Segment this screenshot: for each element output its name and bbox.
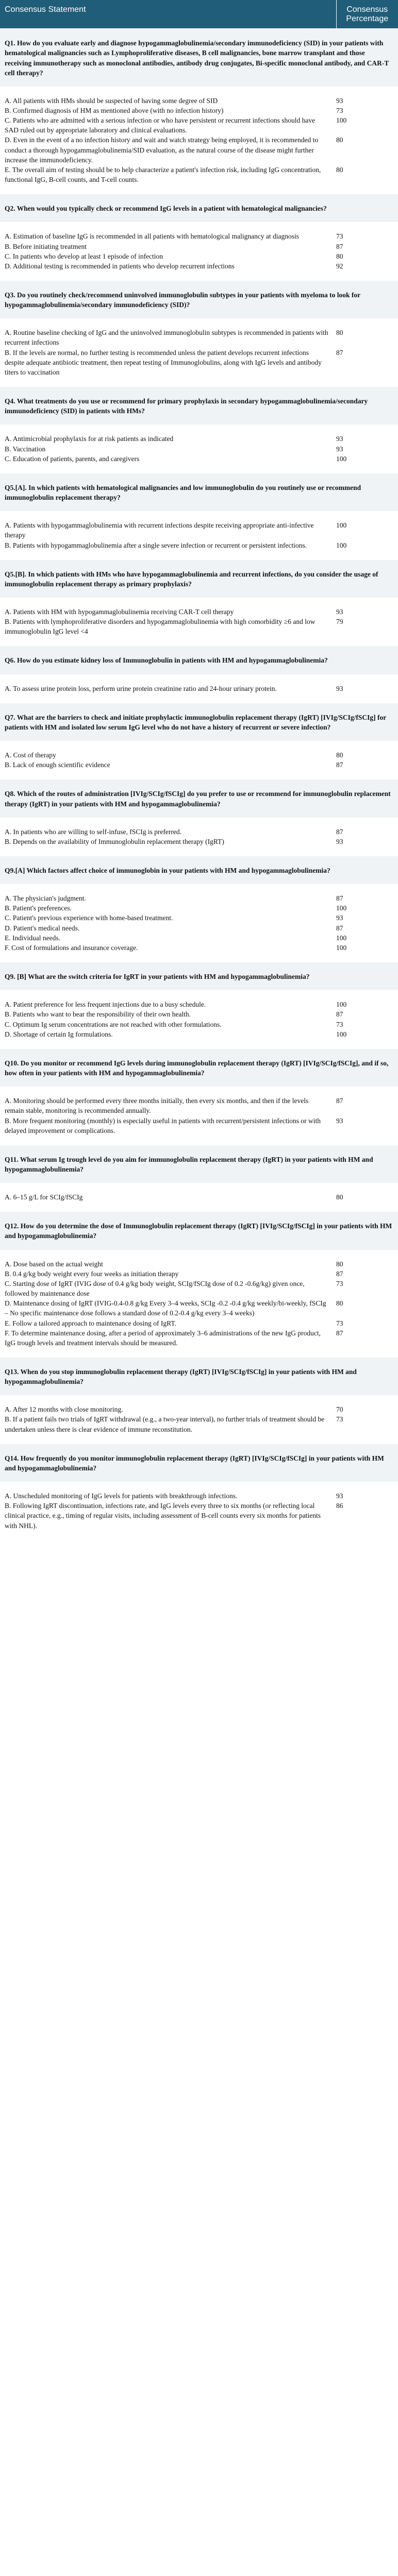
question-row (0, 703, 398, 741)
answer-percentages (336, 87, 398, 194)
question-row (0, 1444, 398, 1482)
option-text: F. To determine maintenance dosing, after a period of approximately 3–6 administrations of the new IgG product, IgG trough levels and treatment intervals should be measured. (5, 1329, 321, 1347)
consensus-percentage: 80 (336, 136, 343, 144)
option-text: B. If the levels are normal, no further testing is recommended unless the patient develops recurrent infections despite adequate antibiotic treatment, then repeat testing of Immunoglobulins, along with IgG levels and antibody titers to vaccination (5, 348, 322, 376)
question-row (0, 1145, 398, 1183)
question-text: Q11. What serum Ig trough level do you aim for immunoglobulin replacement therapy (IgRT) in your patients with HM and hypogammaglobulinemia? (0, 1145, 398, 1183)
consensus-percentage: 92 (336, 262, 343, 270)
answer-percentages (336, 674, 398, 703)
answer-row (0, 1395, 398, 1444)
answer-percentages (336, 741, 398, 779)
question-row (0, 962, 398, 991)
answer-percentages (336, 884, 398, 962)
consensus-percentage: 73 (336, 106, 343, 114)
consensus-percentage: 80 (336, 252, 343, 260)
answer-percentages (336, 1482, 398, 1540)
question-text: Q4. What treatments do you use or recommend for primary prophylaxis in secondary hypogammaglobulinemia/secondary immunodeficiency (SID) in patients with HMs? (0, 387, 398, 425)
question-row (0, 856, 398, 885)
answer-percentages (336, 1250, 398, 1358)
option-text: A. Dose based on the actual weight (5, 1260, 103, 1268)
option-text: A. Monitoring should be performed every three months initially, then every six months, and then if the levels remain stable, monitoring is recommended annually. (5, 1097, 309, 1115)
consensus-percentage: 73 (336, 1319, 343, 1327)
option-text: A. The physician's judgment. (5, 894, 86, 903)
answer-row (0, 425, 398, 473)
option-text: A. To assess urine protein loss, perform urine protein creatinine ratio and 24-hour urinary protein. (5, 684, 277, 692)
consensus-percentage: 93 (336, 914, 343, 922)
consensus-percentage: 80 (336, 1299, 343, 1308)
question-text: Q3. Do you routinely check/recommend uninvolved immunoglobulin subtypes in your patients with myeloma to look for hypogammaglobulinemia/secondary immunodeficiency (SID)? (0, 281, 398, 319)
answer-row (0, 1250, 398, 1358)
answer-percentages (336, 1087, 398, 1145)
consensus-percentage: 87 (336, 1010, 343, 1019)
consensus-percentage: 87 (336, 761, 343, 769)
question-text: Q2. When would you typically check or recommend IgG levels in a patient with hematological malignancies? (0, 194, 398, 223)
consensus-percentage: 100 (336, 934, 347, 942)
question-row (0, 1048, 398, 1087)
answer-options (0, 674, 336, 703)
option-text: B. Patients with lymphoproliferative disorders and hypogammaglobulinemia with high comorbidity ≥6 and low immunoglobulin IgG level <4 (5, 618, 316, 636)
answer-options (0, 1482, 336, 1540)
option-text: A. Estimation of baseline IgG is recommended in all patients with hematological malignancy at diagnosis (5, 232, 299, 241)
option-text: E. Follow a tailored approach to maintenance dosing of IgRT. (5, 1319, 176, 1327)
option-text: D. Shortage of certain Ig formulations. (5, 1030, 113, 1038)
answer-options (0, 1087, 336, 1145)
question-text: Q9.[A] Which factors affect choice of immunoglobin in your patients with HM and hypogammaglobulinemia? (0, 856, 398, 885)
option-text: C. Patient's previous experience with home-based treatment. (5, 914, 173, 922)
consensus-percentage: 80 (336, 751, 343, 759)
option-text: A. Antimicrobial prophylaxis for at risk patients as indicated (5, 435, 174, 443)
answer-row (0, 818, 398, 856)
consensus-percentage: 87 (336, 827, 343, 836)
option-text: B. Following IgRT discontinuation, infections rate, and IgG levels every three to six months (or reflecting local clinical practice, e.g., timing of regular visits, including assessment of B-cell counts every six months for patients with NHL). (5, 1502, 321, 1530)
consensus-percentage: 100 (336, 904, 347, 912)
answer-percentages (336, 598, 398, 646)
consensus-percentage: 100 (336, 541, 347, 549)
option-text: B. More frequent monitoring (monthly) is especially useful in patients with recurrent/persistent infections or with delayed improvement or complications. (5, 1116, 321, 1134)
question-text: Q7. What are the barriers to check and initiate prophylactic immunoglobulin replacement therapy (IgRT) [IVIg/SCIg/fSCIg] for patients with HM and isolated low serum IgG level who do not have a history of recurrent or severe infection? (0, 703, 398, 741)
option-text: B. 0.4 g/kg body weight every four weeks as initiation therapy (5, 1269, 179, 1278)
question-row (0, 194, 398, 223)
consensus-percentage: 80 (336, 165, 343, 174)
option-text: A. Cost of therapy (5, 751, 56, 759)
question-text: Q12. How do you determine the dose of Immunoglobulin replacement therapy (IgRT) [IVIg/SCIg/fSCIg] in your patients with HM and hypogammaglobulinemia? (0, 1212, 398, 1250)
option-text: B. Patients with hypogammaglobulinemia after a single severe infection or recurrent or persistent infections. (5, 541, 307, 549)
answer-row (0, 1183, 398, 1212)
consensus-percentage: 100 (336, 521, 347, 530)
option-text: D. Patient's medical needs. (5, 924, 80, 932)
answer-options (0, 598, 336, 646)
answer-options (0, 741, 336, 779)
answer-row (0, 318, 398, 386)
consensus-percentage: 93 (336, 1116, 343, 1125)
consensus-percentage: 79 (336, 618, 343, 626)
question-row (0, 779, 398, 818)
consensus-percentage: 87 (336, 242, 343, 250)
option-text: B. Depends on the availability of Immunoglobulin replacement therapy (IgRT) (5, 837, 224, 845)
option-text: B. Patients who want to bear the responsibility of their own health. (5, 1010, 191, 1019)
answer-row (0, 674, 398, 703)
answer-options (0, 1250, 336, 1358)
option-text: D. Maintenance dosing of IgRT (IVIG-0.4-0.8 g/kg Every 3–4 weeks, SCIg -0.2 -0.4 g/kg weekly/bi-weekly, fSCIg – No specific maintenance dose follows a standard dose of 0.2-0.4 g/kg every 3–4 weeks) (5, 1299, 326, 1317)
option-text: B. Patient's preferences. (5, 904, 72, 912)
option-text: B. Confirmed diagnosis of HM as mentioned above (with no infection history) (5, 106, 224, 114)
option-text: B. Lack of enough scientific evidence (5, 761, 110, 769)
question-row (0, 1358, 398, 1396)
consensus-percentage: 100 (336, 1030, 347, 1038)
option-text: A. Routine baseline checking of IgG and the uninvolved immunoglobulin subtypes is recommended in patients with recurrent infections (5, 329, 328, 347)
question-text: Q1. How do you evaluate early and diagnose hypogammaglobulinemia/secondary immunodeficiency (SID) in your patients with hematological malignancies such as Lymphoproliferative diseases, B cell malignancies, bone marrow transplant and those receiving immunotherapy such as monoclonal antibodies, antibody drug conjugates, Bi-specific monoclonal antibody, and CAR-T cell therapy? (0, 29, 398, 87)
answer-options (0, 1183, 336, 1212)
option-text: B. If a patient fails two trials of IgRT withdrawal (e.g., a two-year interval), no further trials of treatment should be undertaken unless there is clear evidence of immune reconstitution. (5, 1415, 325, 1433)
consensus-percentage: 70 (336, 1405, 343, 1414)
consensus-percentage: 73 (336, 1415, 343, 1423)
option-text: A. After 12 months with close monitoring. (5, 1405, 123, 1414)
consensus-percentage: 93 (336, 435, 343, 443)
question-row (0, 473, 398, 511)
consensus-percentage: 100 (336, 116, 347, 125)
consensus-statement-header: Consensus Statement (0, 0, 336, 29)
question-text: Q8. Which of the routes of administration [IVIg/SCIg/fSCIg] do you prefer to use or recommend for immunoglobulin replacement therapy (IgRT) in your patients with HM and hypogammaglobulinemia? (0, 779, 398, 818)
option-text: A. Patients with HM with hypogammaglobulinemia receiving CAR-T cell therapy (5, 607, 234, 616)
answer-options (0, 884, 336, 962)
question-text: Q9. [B] What are the switch criteria for IgRT in your patients with HM and hypogammaglobulinemia? (0, 962, 398, 991)
consensus-percentage: 87 (336, 1329, 343, 1337)
option-text: E. The overall aim of testing should be to help characterize a patient's infection risk, including IgG concentration, functional IgG, B-cell counts, and T-cell counts. (5, 165, 321, 184)
answer-options (0, 425, 336, 473)
option-text: A. All patients with HMs should be suspected of having some degree of SID (5, 96, 218, 105)
consensus-percentage: 73 (336, 232, 343, 241)
answer-options (0, 1395, 336, 1444)
answer-row (0, 598, 398, 646)
option-text: C. Optimum Ig serum concentrations are not reached with other formulations. (5, 1020, 222, 1028)
consensus-percentage: 93 (336, 445, 343, 453)
consensus-percentage: 87 (336, 924, 343, 932)
answer-row (0, 222, 398, 280)
question-row (0, 646, 398, 674)
answer-percentages (336, 425, 398, 473)
consensus-percentage: 73 (336, 1020, 343, 1028)
answer-percentages (336, 511, 398, 560)
consensus-percentage: 93 (336, 96, 343, 105)
answer-percentages (336, 222, 398, 280)
answer-percentages (336, 990, 398, 1048)
consensus-percentage: 87 (336, 1097, 343, 1105)
consensus-percentage: 80 (336, 329, 343, 337)
answer-options (0, 318, 336, 386)
answer-row (0, 990, 398, 1048)
consensus-percentage: 80 (336, 1260, 343, 1268)
question-row (0, 29, 398, 87)
answer-options (0, 222, 336, 280)
consensus-percentage: 93 (336, 1492, 343, 1500)
answer-row (0, 884, 398, 962)
option-text: D. Even in the event of a no infection history and wait and watch strategy being employed, it is recommended to conduct a thorough hypogammaglobulinemia/SID evaluation, as the natural course of the disease might further increase the immunodeficiency. (5, 136, 319, 164)
consensus-percentage: 73 (336, 1279, 343, 1287)
consensus-percentage: 93 (336, 684, 343, 692)
option-text: E. Individual needs. (5, 934, 60, 942)
question-text: Q14. How frequently do you monitor immunoglobulin replacement therapy (IgRT) [IVIg/SCIg/fSCIg] in your patients with HM and hypogammaglobulinemia? (0, 1444, 398, 1482)
consensus-percentage: 87 (336, 348, 343, 357)
option-text: A. Patient preference for less frequent injections due to a busy schedule. (5, 1001, 206, 1009)
option-text: A. 6–15 g/L for SCIg/fSCIg (5, 1193, 83, 1201)
question-text: Q5.[B]. In which patients with HMs who have hypogammaglobulinemia and recurrent infections, do you consider the usage of immunoglobulin replacement therapy as primary prophylaxis? (0, 560, 398, 598)
answer-options (0, 990, 336, 1048)
option-text: B. Vaccination (5, 445, 46, 453)
option-text: A. Patients with hypogammaglobulinemia with recurrent infections despite receiving appropriate anti-infective therapy (5, 521, 314, 539)
consensus-percentage: 87 (336, 1269, 343, 1278)
option-text: F. Cost of formulations and insurance coverage. (5, 943, 138, 952)
question-row (0, 1212, 398, 1250)
question-text: Q5.[A]. In which patients with hematological malignancies and low immunoglobulin do you routinely use or recommend immunoglobulin replacement therapy? (0, 473, 398, 511)
answer-percentages (336, 1395, 398, 1444)
consensus-percentage-header: Consensus Percentage (336, 0, 398, 29)
option-text: C. Patients who are admitted with a serious infection or who have persistent or recurrent infections should have SAD ruled out by appropriate laboratory and clinical evaluations. (5, 116, 316, 134)
answer-percentages (336, 1183, 398, 1212)
answer-row (0, 511, 398, 560)
answer-row (0, 1482, 398, 1540)
consensus-percentage: 80 (336, 1193, 343, 1201)
answer-row (0, 1087, 398, 1145)
question-row (0, 281, 398, 319)
consensus-percentage: 100 (336, 943, 347, 952)
answer-percentages (336, 318, 398, 386)
answer-options (0, 818, 336, 856)
question-text: Q13. When do you stop immunoglobulin replacement therapy (IgRT) [IVIg/SCIg/fSCIg] in your patients with HM and hypogammaglobulinemia? (0, 1358, 398, 1396)
option-text: B. Before initiating treatment (5, 242, 87, 250)
question-text: Q10. Do you monitor or recommend IgG levels during immunoglobulin replacement therapy (IgRT) [IVIg/SCIg/fSCIg], and if so, how often in your patients with HM and hypogammaglobulinemia? (0, 1048, 398, 1087)
consensus-percentage: 100 (336, 454, 347, 463)
answer-row (0, 87, 398, 194)
consensus-percentage: 100 (336, 1001, 347, 1009)
question-row (0, 560, 398, 598)
consensus-table-body (0, 29, 398, 1540)
consensus-percentage: 93 (336, 607, 343, 616)
option-text: A. In patients who are willing to self-infuse, fSCIg is preferred. (5, 827, 182, 836)
consensus-percentage: 87 (336, 894, 343, 903)
option-text: C. Education of patients, parents, and caregivers (5, 454, 140, 463)
answer-options (0, 87, 336, 194)
answer-options (0, 511, 336, 560)
table-header-row (0, 0, 398, 29)
consensus-percentage: 93 (336, 837, 343, 845)
answer-row (0, 741, 398, 779)
question-row (0, 387, 398, 425)
option-text: A. Unscheduled monitoring of IgG levels for patients with breakthrough infections. (5, 1492, 238, 1500)
question-text: Q6. How do you estimate kidney loss of Immunoglobulin in patients with HM and hypogammaglobulinemia? (0, 646, 398, 674)
option-text: D. Additional testing is recommended in patients who develop recurrent infections (5, 262, 235, 270)
consensus-percentage: 86 (336, 1502, 343, 1510)
option-text: C. Starting dose of IgRT (IVIG dose of 0.4 g/kg body weight, SCIg/fSCIg dose of 0.2 -0.6g/kg) given once, followed by maintenance dose (5, 1279, 305, 1298)
option-text: C. In patients who develop at least 1 episode of infection (5, 252, 163, 260)
answer-percentages (336, 818, 398, 856)
